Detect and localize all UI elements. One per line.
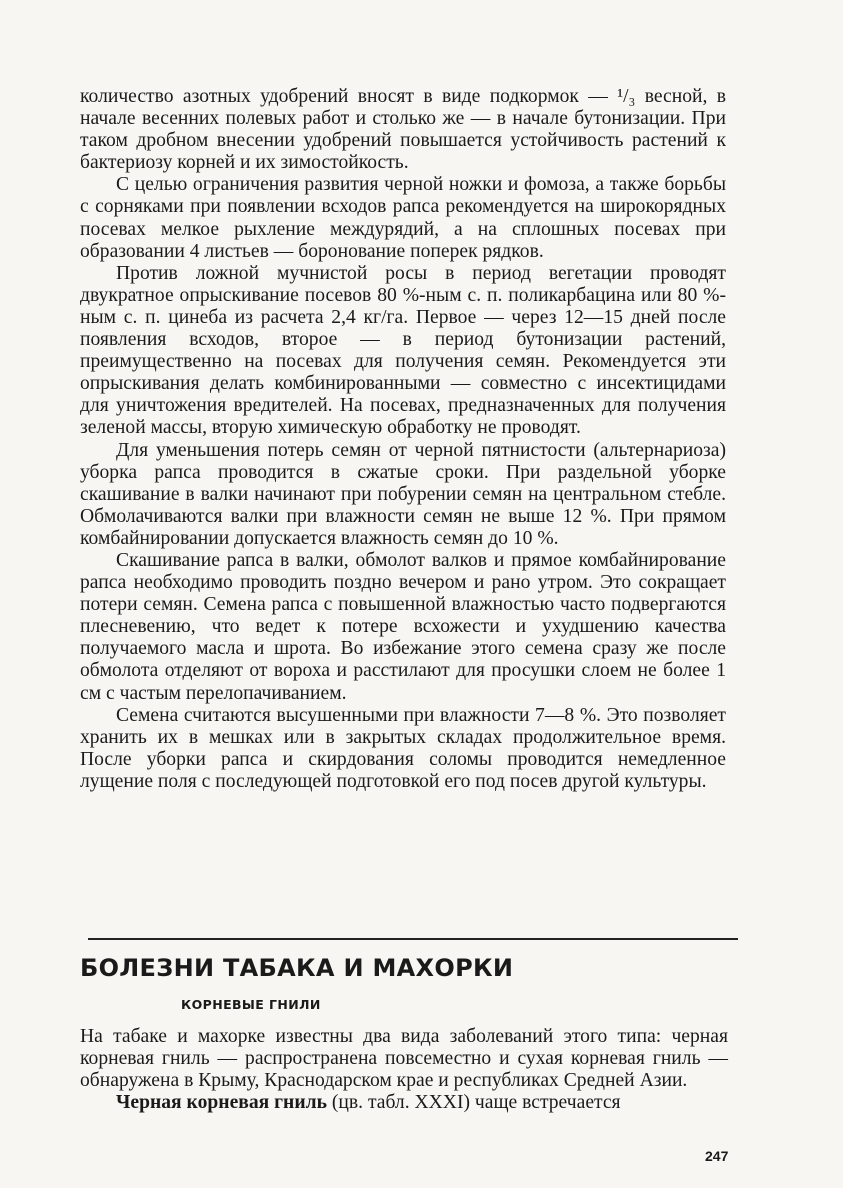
- paragraph-5: Скашивание рапса в валки, обмолот валков и прямое комбайнирование рапса необходимо проводить поздно вечером и рано утром. Это сокращает потери семян. Семена рапса с повышенной влажностью часто подвергаются плесневению, что ведет к потере всхожести и ухудшению качества получаемого масла и шрота. Во избежание этого семена сразу же после обмолота отделяют от вороха и расстилают для просушки слоем не более 1 см с частым перелопачиванием.: [80, 549, 726, 704]
- section-title: БОЛЕЗНИ ТАБАКА И МАХОРКИ: [80, 954, 514, 982]
- main-text: [80, 86, 726, 793]
- paragraph-4: Для уменьшения потерь семян от черной пятнистости (альтернариоза) уборка рапса проводится в сжатые сроки. При раздельной уборке скашивание в валки начинают при побурении семян на центральном стебле. Обмолачиваются валки при влажности семян не выше 12 %. При прямом комбайнировании допускается влажность семян до 10 %.: [80, 439, 726, 549]
- lead-term: Черная корневая гниль: [116, 1092, 327, 1114]
- section-lead-paragraph: [80, 1092, 728, 1114]
- page-number: 247: [705, 1148, 729, 1164]
- paragraph-2: С целью ограничения развития черной ножки и фомоза, а также борьбы с сорняками при появлении всходов рапса рекомендуется на широкорядных посевах мелкое рыхление междурядий, а на сплошных посевах при образовании 4 листьев — боронование поперек рядков.: [80, 174, 726, 262]
- paragraph-6: Семена считаются высушенными при влажности 7—8 %. Это позволяет хранить их в мешках или в закрытых складах продолжительное время. После уборки рапса и скирдования соломы проводится немедленное лущение поля с последующей подготовкой его под посев другой культуры.: [80, 704, 726, 792]
- section-intro: На табаке и махорке известны два вида заболеваний этого типа: черная корневая гниль — распространена повсеместно и сухая корневая гниль — обнаружена в Крыму, Краснодарском крае и республиках Средней Азии.: [80, 1026, 728, 1092]
- paragraph-1: количество азотных удобрений вносят в виде подкормок — ¹/₃ весной, в начале весенних полевых работ и столько же — в начале бутонизации. При таком дробном внесении удобрений повышается устойчивость растений к бактериозу корней и их зимостойкость.: [80, 86, 726, 174]
- paragraph-3: Против ложной мучнистой росы в период вегетации проводят двукратное опрыскивание посевов 80 %-ным с. п. поликарбацина или 80 %-ным с. п. цинеба из расчета 2,4 кг/га. Первое — через 12—15 дней после появления всходов, второе — в период бутонизации растений, преимущественно на посевах для получения семян. Рекомендуется эти опрыскивания делать комбинированными — совместно с инсектицидами для уничтожения вредителей. На посевах, предназначенных для получения зеленой массы, вторую химическую обработку не проводят.: [80, 262, 726, 439]
- section-divider: [88, 938, 738, 940]
- subsection-title: КОРНЕВЫЕ ГНИЛИ: [181, 997, 321, 1012]
- section-text: [80, 1026, 728, 1114]
- lead-rest: (цв. табл. XXXI) чаще встречается: [326, 1092, 621, 1114]
